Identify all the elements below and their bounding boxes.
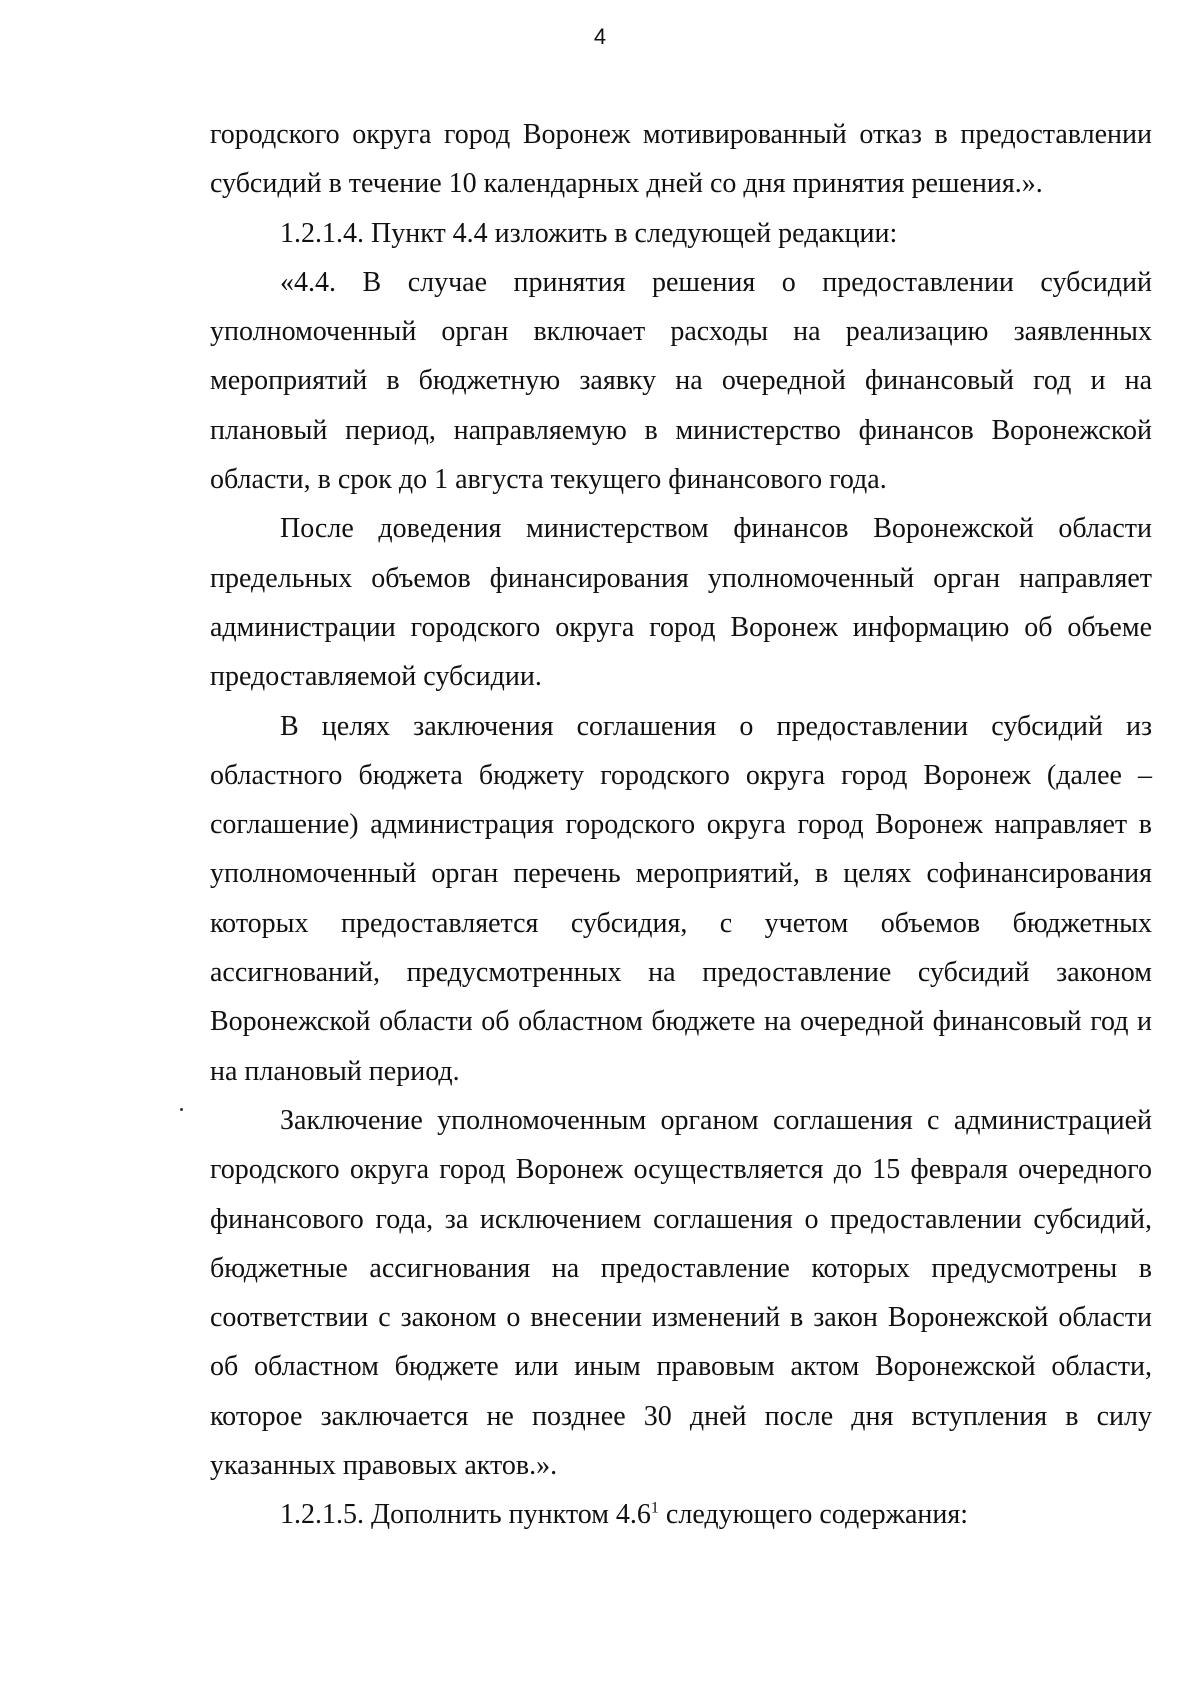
- scan-speck: [180, 1108, 183, 1111]
- paragraph-continuation: городского округа город Воронеж мотивированный отказ в предоставлении субсидий в течение 10 календарных дней со дня принятия решения.».: [210, 119, 1152, 200]
- paragraph-agreement-purpose: В целях заключения соглашения о предоставлении субсидий из областного бюджета бюджету городского округа город Воронеж (далее – соглашение) администрация городского округа город Воронеж направляет в уполномоченный орган перечень мероприятий, в целях софинансирования которых предоставляется субсидия, с учетом объемов бюджетных ассигнований, предусмотренных на предоставление субсидий законом Воронежской области об областном бюджете на очередной финансовый год и на плановый период.: [210, 710, 1152, 1087]
- paragraph-limits-notice: После доведения министерством финансов Воронежской области предельных объемов финансирования уполномоченный орган направляет администрации городского округа город Воронеж информацию об объеме предоставляемой субсидии.: [210, 513, 1152, 693]
- paragraph-agreement-conclusion: Заключение уполномоченным органом соглашения с администрацией городского округа город Воронеж осуществляется до 15 февраля очередного финансового года, за исключением соглашения о предоставлении субсидий, бюджетные ассигнования на предоставление которых предусмотрены в соответствии с законом о внесении изменений в закон Воронежской области об областном бюджете или иным правовым актом Воронежской области, которое заключается не позднее 30 дней после дня вступления в силу указанных правовых актов.».: [210, 1104, 1152, 1482]
- clause-1-2-1-5-text: 1.2.1.5. Дополнить пунктом 4.6: [280, 1499, 651, 1531]
- clause-1-2-1-5-tail: следующего содержания:: [658, 1499, 969, 1531]
- paragraph-clause-1-2-1-4: 1.2.1.4. Пункт 4.4 изложить в следующей редакции:: [280, 217, 898, 249]
- paragraph-clause-1-2-1-5: [210, 1490, 1152, 1539]
- page-number: 4: [593, 24, 607, 49]
- superscript-index: 1: [650, 1499, 659, 1517]
- paragraph-point-4-4: «4.4. В случае принятия решения о предоставлении субсидий уполномоченный орган включает расходы на реализацию заявленных мероприятий в бюджетную заявку на очередной финансовый год и на плановый период, направляемую в министерство финансов Воронежской области, в срок до 1 августа текущего финансового года.: [210, 266, 1152, 496]
- document-body: [210, 110, 1152, 1540]
